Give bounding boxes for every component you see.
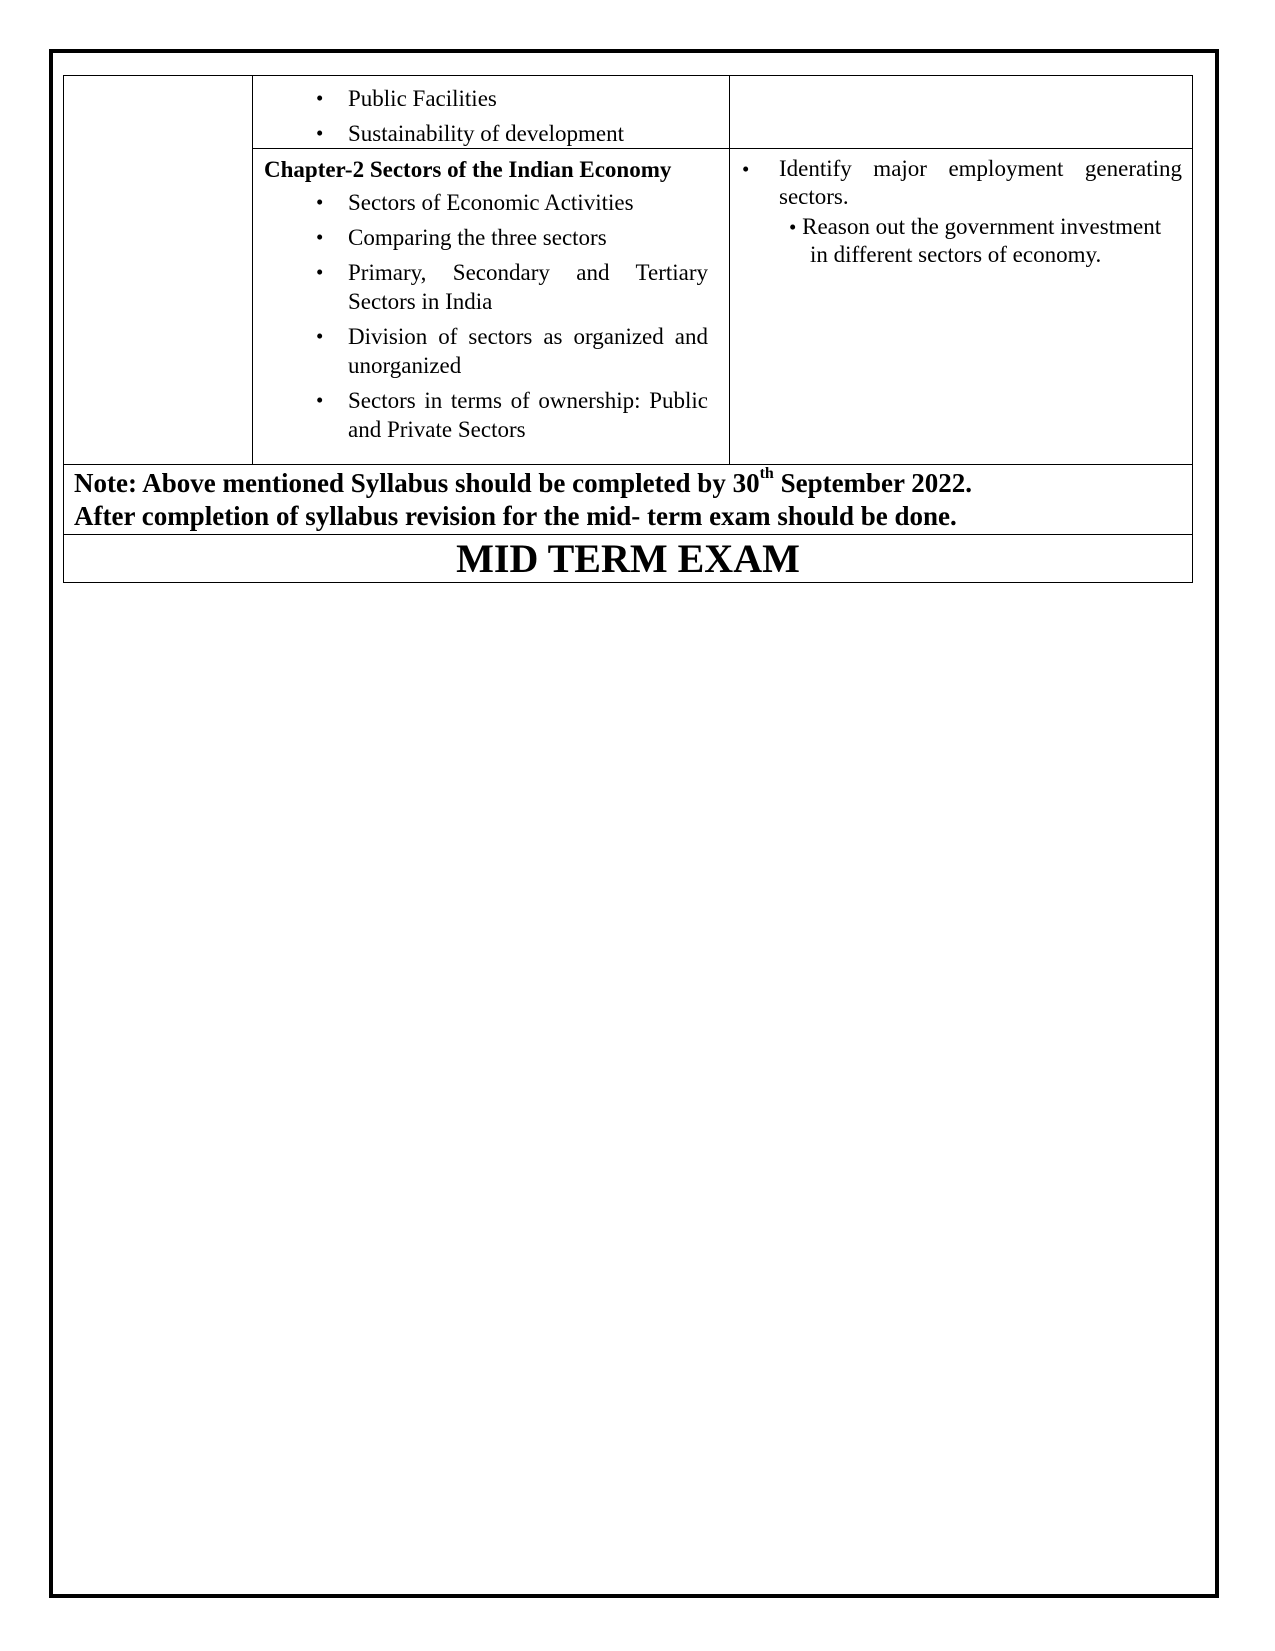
list-item: • Public Facilities bbox=[348, 84, 708, 113]
note-text: Note: Above mentioned Syllabus should be completed by 30 bbox=[74, 468, 760, 498]
list-item: • Division of sectors as organized and unorganized bbox=[348, 322, 708, 380]
chapter-title: Chapter-2 Sectors of the Indian Economy bbox=[264, 157, 672, 182]
list-item: • Sustainability of development bbox=[348, 119, 708, 148]
table-row bbox=[64, 465, 1193, 535]
chapter-cell bbox=[253, 149, 730, 465]
list-item: • Sectors in terms of ownership: Public and Private Sectors bbox=[348, 386, 708, 444]
bullet-glyph: • bbox=[789, 215, 797, 239]
learning-objectives-cell bbox=[730, 149, 1193, 465]
objectives-cell bbox=[730, 76, 1193, 149]
table-row bbox=[64, 76, 1193, 149]
list-item: • Comparing the three sectors bbox=[348, 223, 708, 252]
objective-item bbox=[730, 213, 1192, 269]
topics-list bbox=[253, 84, 729, 148]
table-row bbox=[64, 535, 1193, 583]
note-line-1 bbox=[74, 467, 1182, 500]
month-cell bbox=[64, 76, 253, 465]
note-line-2: After completion of syllabus revision for the mid- term exam should be done. bbox=[74, 501, 957, 531]
topics-cell bbox=[253, 76, 730, 149]
note-cell bbox=[64, 465, 1193, 535]
syllabus-table bbox=[63, 75, 1193, 583]
note-text: September 2022. bbox=[773, 468, 973, 498]
list-item: • Sectors of Economic Activities bbox=[348, 188, 708, 217]
chapter-topics-list bbox=[253, 188, 729, 444]
note-superscript: th bbox=[759, 465, 774, 482]
exam-title: MID TERM EXAM bbox=[64, 535, 1193, 583]
list-item: • Primary, Secondary and Tertiary Sectors in India bbox=[348, 258, 708, 316]
objective-text: Reason out the government investment in different sectors of economy. bbox=[802, 214, 1162, 267]
objective-item: • Identify major employment generating sectors. bbox=[730, 155, 1192, 211]
